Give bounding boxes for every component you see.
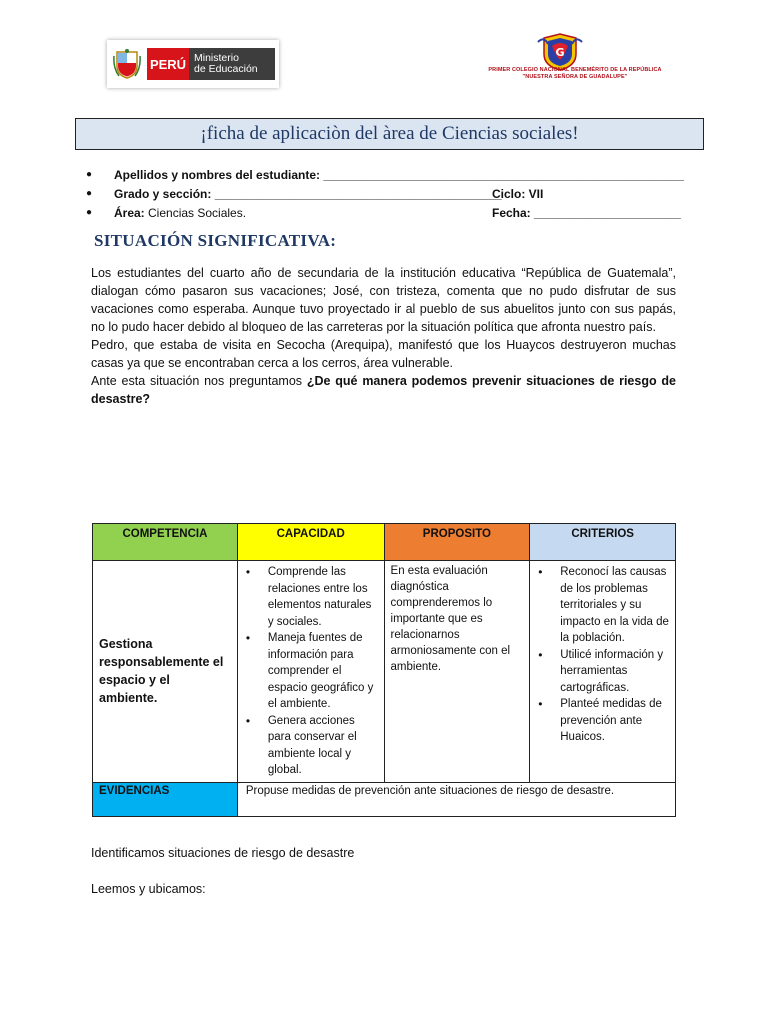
date-field[interactable]: Fecha: ______________________ — [492, 205, 681, 220]
grade-row — [86, 184, 686, 203]
bullet-icon: ● — [86, 188, 93, 199]
section-line-1: Identificamos situaciones de riesgo de desastre — [91, 846, 355, 860]
header-capacidad: CAPACIDAD — [237, 524, 384, 561]
minedu-line1: Ministerio — [194, 52, 239, 64]
competency-table — [92, 523, 676, 817]
grade-field[interactable]: Grado y sección: ___________________________________________ — [114, 186, 502, 201]
capacidad-list — [238, 561, 384, 782]
area-row — [86, 203, 686, 222]
situation-paragraph-3-start: Ante esta situación nos preguntamos — [91, 374, 307, 388]
header-proposito: PROPOSITO — [384, 524, 530, 561]
criterios-cell — [530, 561, 676, 783]
school-name-line1: PRIMER COLEGIO NACIONAL BENEMÉRITO DE LA REPÚBLICA — [488, 67, 662, 73]
criterios-list — [530, 561, 675, 749]
capacidad-cell — [237, 561, 384, 783]
list-item: • Reconocí las causas de los problemas territoriales y su impacto en la vida de la población. — [536, 564, 671, 647]
header-competencia: COMPETENCIA — [93, 524, 238, 561]
situation-heading: SITUACIÓN SIGNIFICATIVA: — [94, 231, 337, 250]
situation-paragraph-1: Los estudiantes del cuarto año de secundaria de la institución educativa “República de Guatemala”, dialogan cómo pasaron sus vacaciones; José, con tristeza, comenta que no pudo disfrutar de sus vacaciones como esperaba. Aunque tuvo proyectado ir al pueblo de sus abuelitos junto con sus papás, no lo pudo hacer debido al bloqueo de las carreteras por la situación política que afronta nuestro país. — [91, 266, 676, 334]
bullet-icon: ● — [86, 169, 93, 180]
header-criterios: CRITERIOS — [530, 524, 676, 561]
evidencias-label: EVIDENCIAS — [93, 782, 238, 816]
list-item: • Planteé medidas de prevención ante Huaicos. — [536, 696, 671, 746]
list-item: • Comprende las relaciones entre los elementos naturales y sociales. — [244, 564, 380, 630]
minedu-logo — [107, 40, 279, 88]
list-item: • Maneja fuentes de información para comprender el espacio geográfico y el ambiente. — [244, 630, 380, 713]
bullet-icon: ● — [86, 207, 93, 218]
school-name — [470, 67, 680, 81]
evidencias-text: Propuse medidas de prevención ante situaciones de riesgo de desastre. — [237, 782, 675, 816]
evidencias-row — [93, 782, 676, 816]
school-name-line2: "NUESTRA SEÑORA DE GUADALUPE" — [522, 74, 628, 80]
proposito-cell: En esta evaluación diagnóstica comprenderemos lo importante que es relacionarnos armoniosamente con el ambiente. — [384, 561, 530, 783]
svg-text:G: G — [555, 46, 565, 59]
student-name-field[interactable]: Apellidos y nombres del estudiante: ______________________________________________________ — [114, 167, 684, 182]
minedu-line2: de Educación — [194, 63, 258, 75]
situation-paragraph-3 — [91, 372, 676, 408]
minedu-country: PERÚ — [147, 48, 189, 80]
section-line-2: Leemos y ubicamos: — [91, 882, 206, 896]
title-box — [75, 118, 704, 150]
area-label-text: Área: — [114, 205, 149, 220]
table-row — [93, 561, 676, 783]
situation-question: ¿De qué manera podemos prevenir situaciones de riesgo de desastre? — [91, 374, 677, 406]
area-value: Ciencias Sociales. — [148, 205, 247, 220]
competencia-cell: Gestiona responsablemente el espacio y el ambiente. — [93, 561, 238, 783]
peru-coat-of-arms-icon — [111, 46, 143, 82]
list-item: • Utilicé información y herramientas cartográficas. — [536, 647, 671, 697]
cycle-label: Ciclo: VII — [492, 186, 544, 201]
situation-text — [91, 264, 676, 408]
situation-paragraph-2: Pedro, que estaba de visita en Secocha (Arequipa), manifestó que los Huaycos destruyeron muchas casas ya que se encontraban cerca a los cerros, área vulnerable. — [91, 338, 676, 370]
student-name-row — [86, 165, 686, 184]
table-header-row — [93, 524, 676, 561]
minedu-name — [189, 48, 275, 80]
list-item: • Genera acciones para conservar el ambiente local y global. — [244, 713, 380, 779]
page-title: ¡ficha de aplicaciòn del àrea de Ciencias sociales! — [200, 123, 579, 144]
student-info — [86, 165, 686, 222]
area-label — [114, 206, 246, 220]
